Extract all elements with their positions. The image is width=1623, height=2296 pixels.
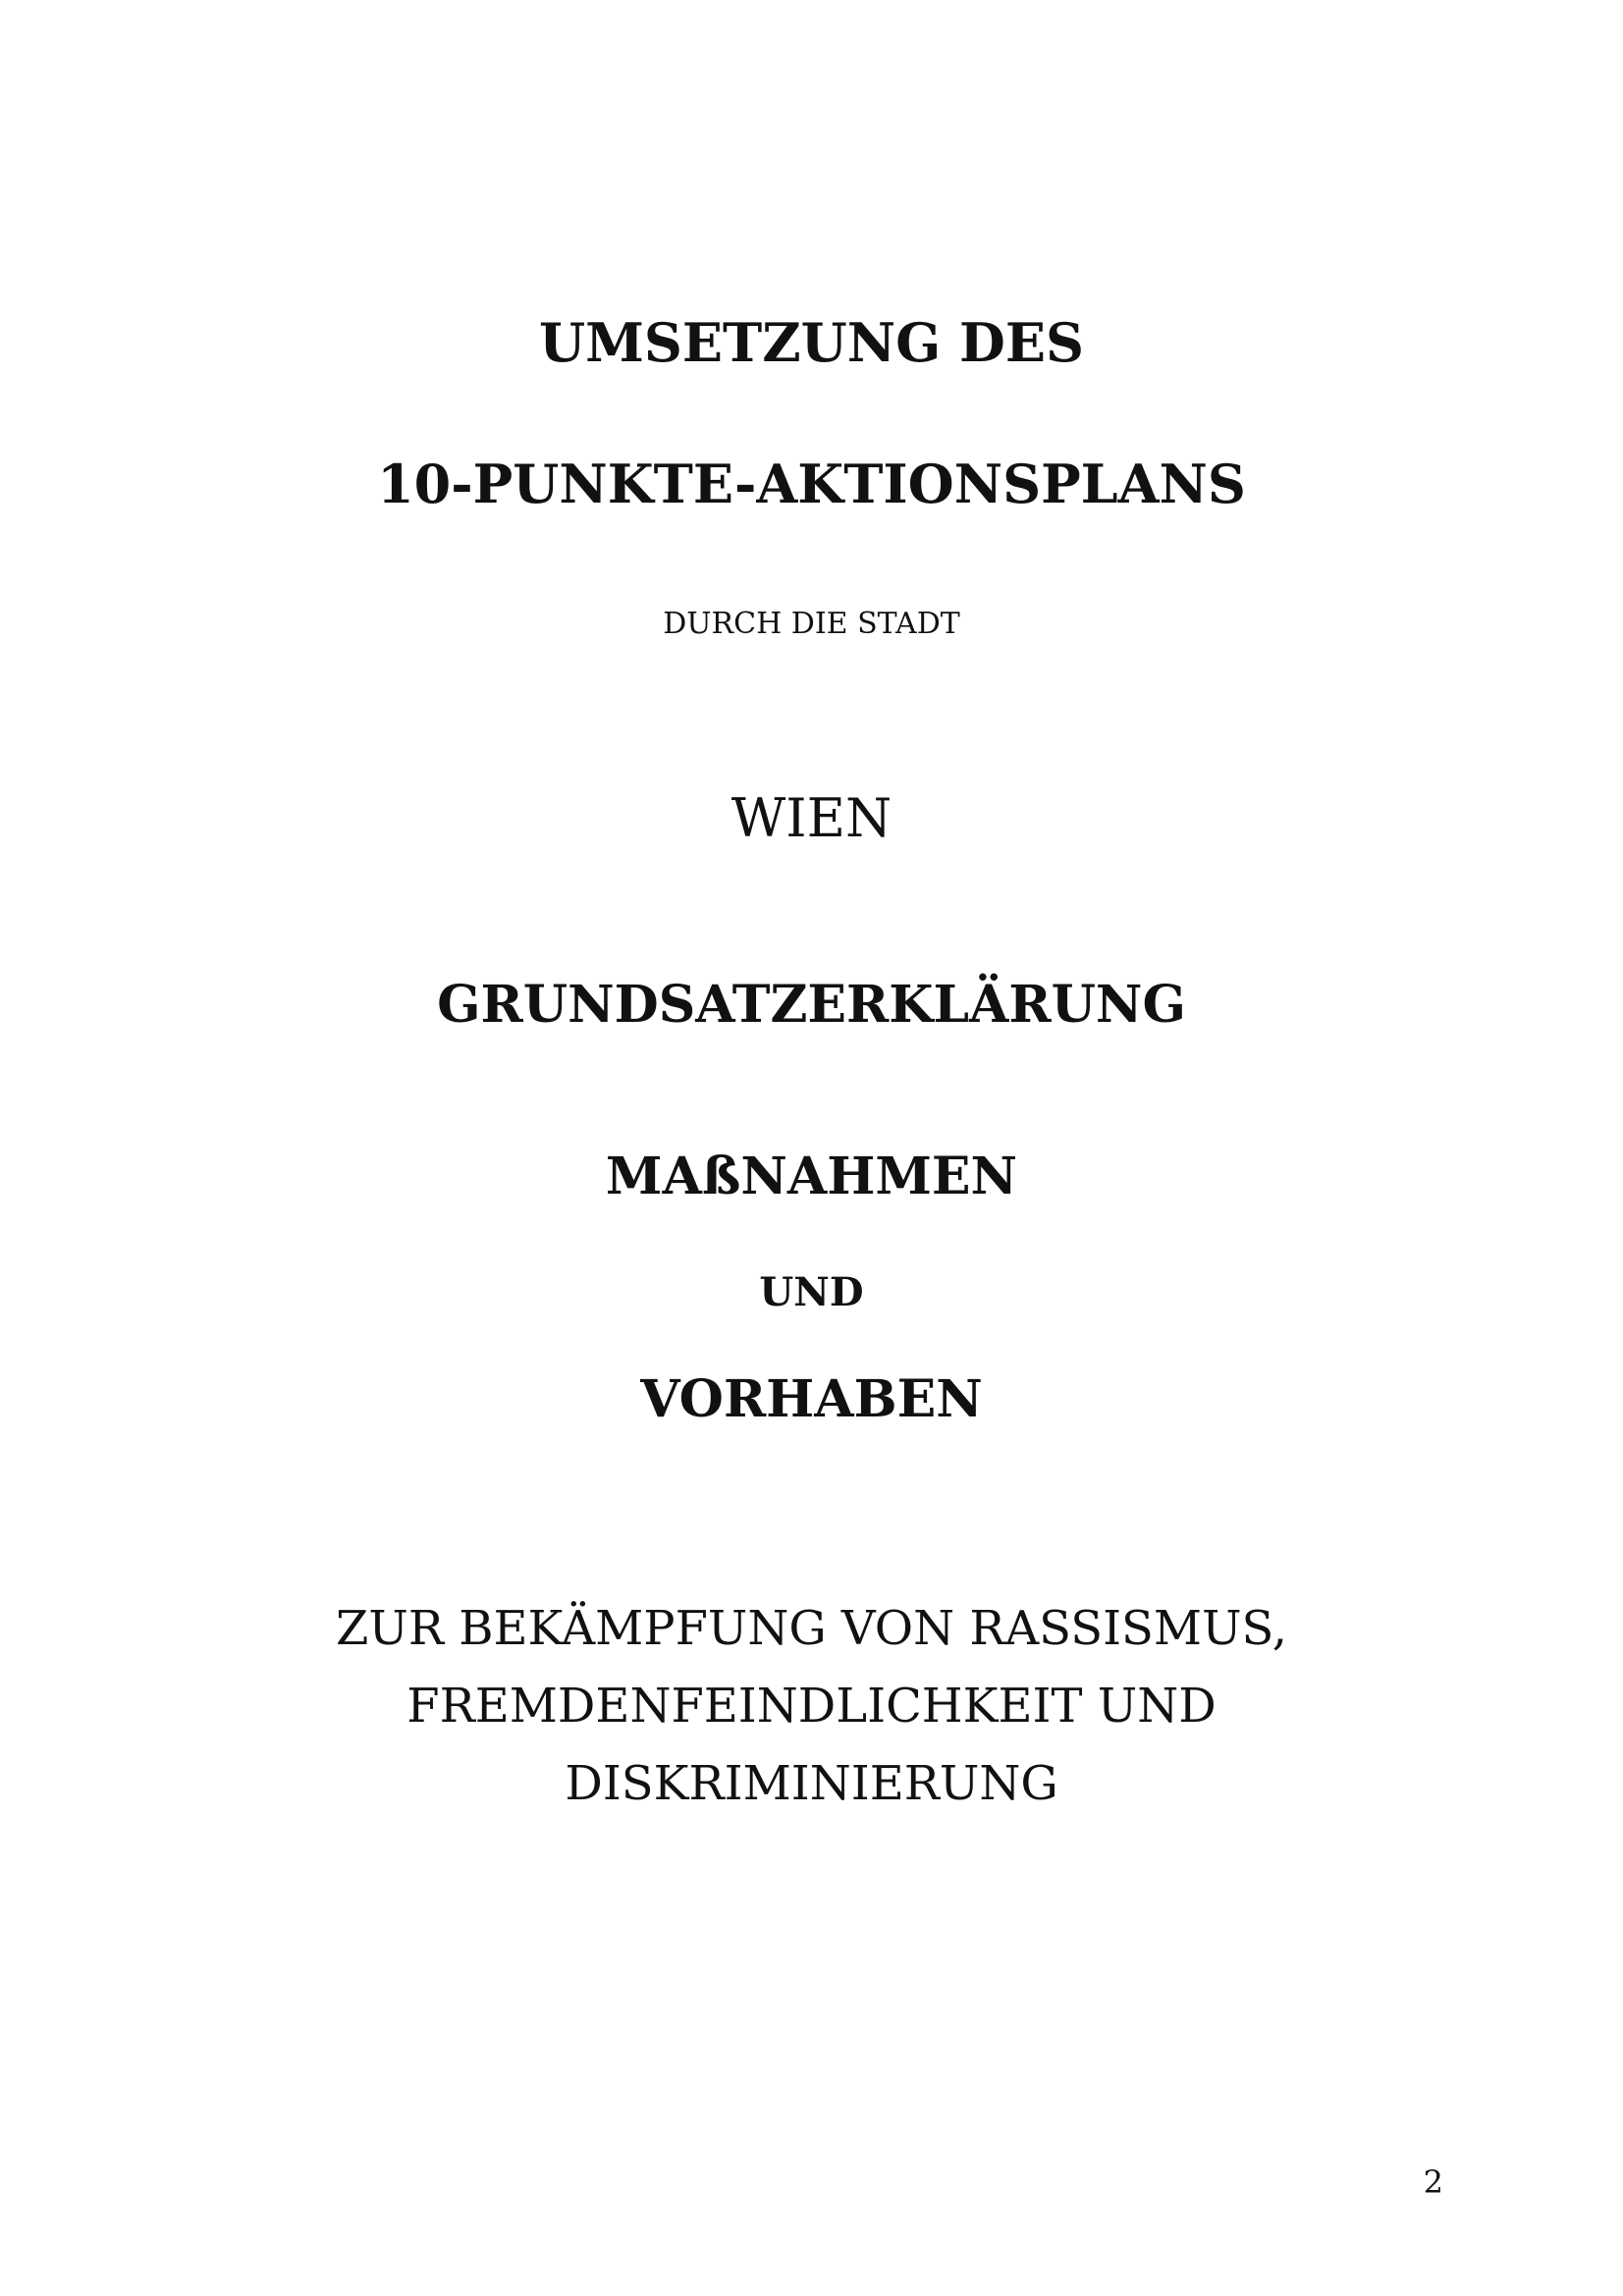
- title-line-1: UMSETZUNG DES: [539, 311, 1084, 374]
- purpose-line: FREMDENFEINDLICHKEIT UND: [406, 1679, 1217, 1734]
- subtitle: DURCH DIE STADT: [663, 607, 960, 641]
- connector-und: UND: [759, 1269, 864, 1315]
- heading-grundsatzerklaerung: GRUNDSATZERKLÄRUNG: [437, 975, 1186, 1035]
- page-number: 2: [1423, 2163, 1443, 2201]
- purpose-line: ZUR BEKÄMPFUNG VON RASSISMUS,: [336, 1601, 1287, 1656]
- heading-vorhaben: VORHABEN: [640, 1369, 983, 1429]
- title-line-2: 10-PUNKTE-AKTIONSPLANS: [377, 453, 1246, 515]
- purpose-line: DISKRIMINIERUNG: [565, 1756, 1058, 1811]
- heading-massnahmen: MAßNAHMEN: [605, 1147, 1018, 1206]
- city-name: WIEN: [730, 787, 893, 849]
